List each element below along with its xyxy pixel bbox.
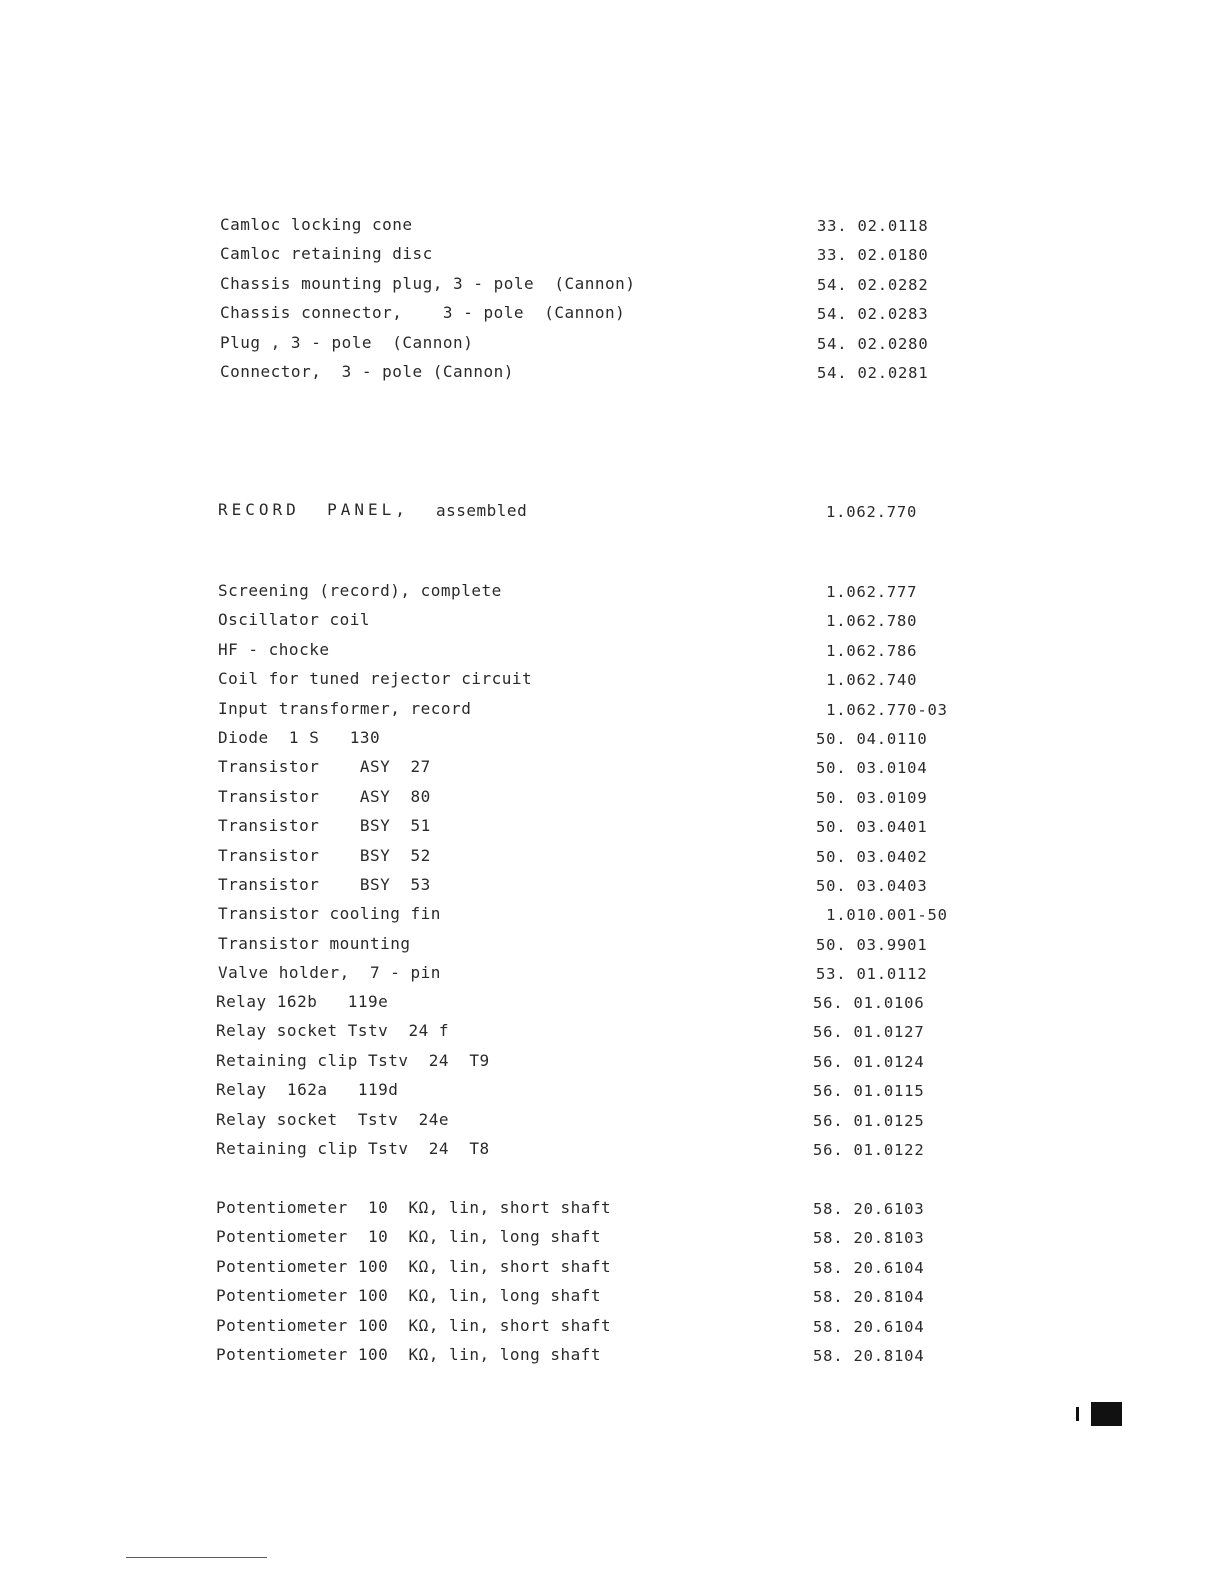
part-number: 50. 03.9901 bbox=[816, 935, 928, 954]
part-number: 54. 02.0282 bbox=[817, 275, 929, 294]
part-number: 56. 01.0115 bbox=[813, 1082, 925, 1101]
part-description: Potentiometer 10 KΩ, lin, long shaft bbox=[216, 1227, 602, 1247]
part-number: 56. 01.0124 bbox=[813, 1052, 925, 1071]
part-description: Potentiometer 100 KΩ, lin, short shaft bbox=[216, 1315, 612, 1335]
part-number: 58. 20.8104 bbox=[813, 1288, 925, 1307]
part-number: 58. 20.6103 bbox=[813, 1200, 925, 1218]
part-number: 58. 20.6104 bbox=[813, 1258, 925, 1277]
list-item bbox=[0, 963, 1224, 992]
part-number: 56. 01.0125 bbox=[813, 1111, 925, 1130]
part-description: Camloc retaining disc bbox=[220, 244, 433, 264]
list-item bbox=[0, 1139, 1224, 1168]
part-description: Retaining clip Tstv 24 T9 bbox=[216, 1050, 490, 1070]
part-description: Coil for tuned rejector circuit bbox=[218, 669, 533, 689]
scan-registration-mark bbox=[1091, 1402, 1122, 1426]
list-item bbox=[0, 274, 1224, 303]
list-item bbox=[0, 787, 1224, 816]
part-number: 56. 01.0106 bbox=[813, 994, 925, 1012]
part-description: Connector, 3 - pole (Cannon) bbox=[220, 361, 514, 381]
list-item bbox=[0, 215, 1224, 244]
part-description: Transistor mounting bbox=[218, 933, 411, 953]
part-number: 56. 01.0122 bbox=[813, 1140, 925, 1159]
part-description: Potentiometer 100 KΩ, lin, long shaft bbox=[216, 1344, 602, 1364]
list-item bbox=[0, 581, 1224, 610]
list-item bbox=[0, 757, 1224, 786]
part-description: Potentiometer 100 KΩ, lin, long shaft bbox=[216, 1286, 602, 1306]
connector-parts-list bbox=[0, 215, 1224, 391]
part-number: 58. 20.8103 bbox=[813, 1229, 925, 1248]
part-number: 1.062.780 bbox=[816, 612, 918, 631]
part-number: 1.010.001-50 bbox=[816, 906, 948, 925]
part-description: Valve holder, 7 - pin bbox=[218, 963, 441, 983]
part-description: Screening (record), complete bbox=[218, 581, 502, 600]
part-number: 50. 03.0104 bbox=[816, 759, 928, 778]
part-description: Transistor BSY 51 bbox=[218, 816, 431, 836]
section-subtitle: assembled bbox=[436, 501, 528, 520]
part-number: 54. 02.0280 bbox=[817, 334, 929, 353]
part-number: 1.062.740 bbox=[816, 671, 918, 690]
record-panel-parts-list bbox=[0, 581, 1224, 992]
part-description: Diode 1 S 130 bbox=[218, 727, 381, 747]
list-item bbox=[0, 640, 1224, 669]
list-item bbox=[0, 303, 1224, 332]
list-item bbox=[0, 992, 1224, 1021]
record-panel-heading bbox=[218, 500, 1218, 524]
list-item bbox=[0, 1286, 1224, 1315]
list-item bbox=[0, 333, 1224, 362]
list-item bbox=[0, 610, 1224, 639]
list-item bbox=[0, 1198, 1224, 1227]
part-description: Potentiometer 10 KΩ, lin, short shaft bbox=[216, 1198, 612, 1217]
part-number: 1.062.777 bbox=[816, 583, 918, 601]
list-item bbox=[0, 244, 1224, 273]
part-number: 50. 03.0401 bbox=[816, 818, 928, 837]
part-description: Input transformer, record bbox=[218, 698, 472, 718]
part-number: 33. 02.0180 bbox=[817, 246, 929, 265]
part-description: Transistor ASY 80 bbox=[218, 786, 431, 806]
list-item bbox=[0, 1345, 1224, 1374]
part-number: 58. 20.8104 bbox=[813, 1346, 925, 1365]
section-title: RECORD PANEL, bbox=[218, 500, 409, 519]
part-number: 54. 02.0281 bbox=[817, 363, 929, 382]
list-item bbox=[0, 1051, 1224, 1080]
list-item bbox=[0, 816, 1224, 845]
list-item bbox=[0, 875, 1224, 904]
list-item bbox=[0, 728, 1224, 757]
list-item bbox=[0, 1021, 1224, 1050]
part-number: 33. 02.0118 bbox=[817, 217, 929, 235]
part-description: Chassis connector, 3 - pole (Cannon) bbox=[220, 303, 626, 323]
list-item bbox=[0, 1080, 1224, 1109]
part-number: 50. 03.0402 bbox=[816, 847, 928, 866]
list-item bbox=[0, 904, 1224, 933]
part-description: Retaining clip Tstv 24 T8 bbox=[216, 1138, 490, 1158]
part-number: 1.062.786 bbox=[816, 641, 918, 660]
part-description: Chassis mounting plug, 3 - pole (Cannon) bbox=[220, 273, 636, 293]
part-description: Transistor cooling fin bbox=[218, 904, 441, 924]
part-description: Relay 162b 119e bbox=[216, 992, 389, 1011]
part-number: 50. 03.0109 bbox=[816, 788, 928, 807]
part-description: HF - chocke bbox=[218, 639, 330, 659]
list-item bbox=[0, 1110, 1224, 1139]
list-item bbox=[0, 669, 1224, 698]
part-description: Transistor ASY 27 bbox=[218, 757, 431, 777]
list-item bbox=[0, 699, 1224, 728]
list-item bbox=[0, 846, 1224, 875]
relay-parts-list bbox=[0, 992, 1224, 1168]
potentiometer-parts-list bbox=[0, 1198, 1224, 1374]
section-part-number: 1.062.770 bbox=[826, 503, 918, 521]
part-description: Relay socket Tstv 24 f bbox=[216, 1021, 450, 1041]
part-number: 54. 02.0283 bbox=[817, 305, 929, 324]
list-item bbox=[0, 934, 1224, 963]
list-item bbox=[0, 1257, 1224, 1286]
scan-tick-mark bbox=[1076, 1407, 1079, 1421]
part-description: Camloc locking cone bbox=[220, 215, 413, 234]
part-description: Relay socket Tstv 24e bbox=[216, 1109, 450, 1129]
list-item bbox=[0, 362, 1224, 391]
part-description: Potentiometer 100 KΩ, lin, short shaft bbox=[216, 1256, 612, 1276]
part-description: Plug , 3 - pole (Cannon) bbox=[220, 332, 474, 352]
part-number: 56. 01.0127 bbox=[813, 1023, 925, 1042]
part-description: Relay 162a 119d bbox=[216, 1080, 399, 1100]
part-number: 1.062.770-03 bbox=[816, 700, 948, 719]
part-description: Oscillator coil bbox=[218, 610, 370, 630]
part-number: 50. 04.0110 bbox=[816, 729, 928, 748]
part-description: Transistor BSY 52 bbox=[218, 845, 431, 865]
part-number: 58. 20.6104 bbox=[813, 1317, 925, 1336]
part-description: Transistor BSY 53 bbox=[218, 874, 431, 894]
footer-rule bbox=[126, 1557, 267, 1558]
list-item bbox=[0, 1316, 1224, 1345]
part-number: 53. 01.0112 bbox=[816, 965, 928, 984]
list-item bbox=[0, 1227, 1224, 1256]
part-number: 50. 03.0403 bbox=[816, 876, 928, 895]
